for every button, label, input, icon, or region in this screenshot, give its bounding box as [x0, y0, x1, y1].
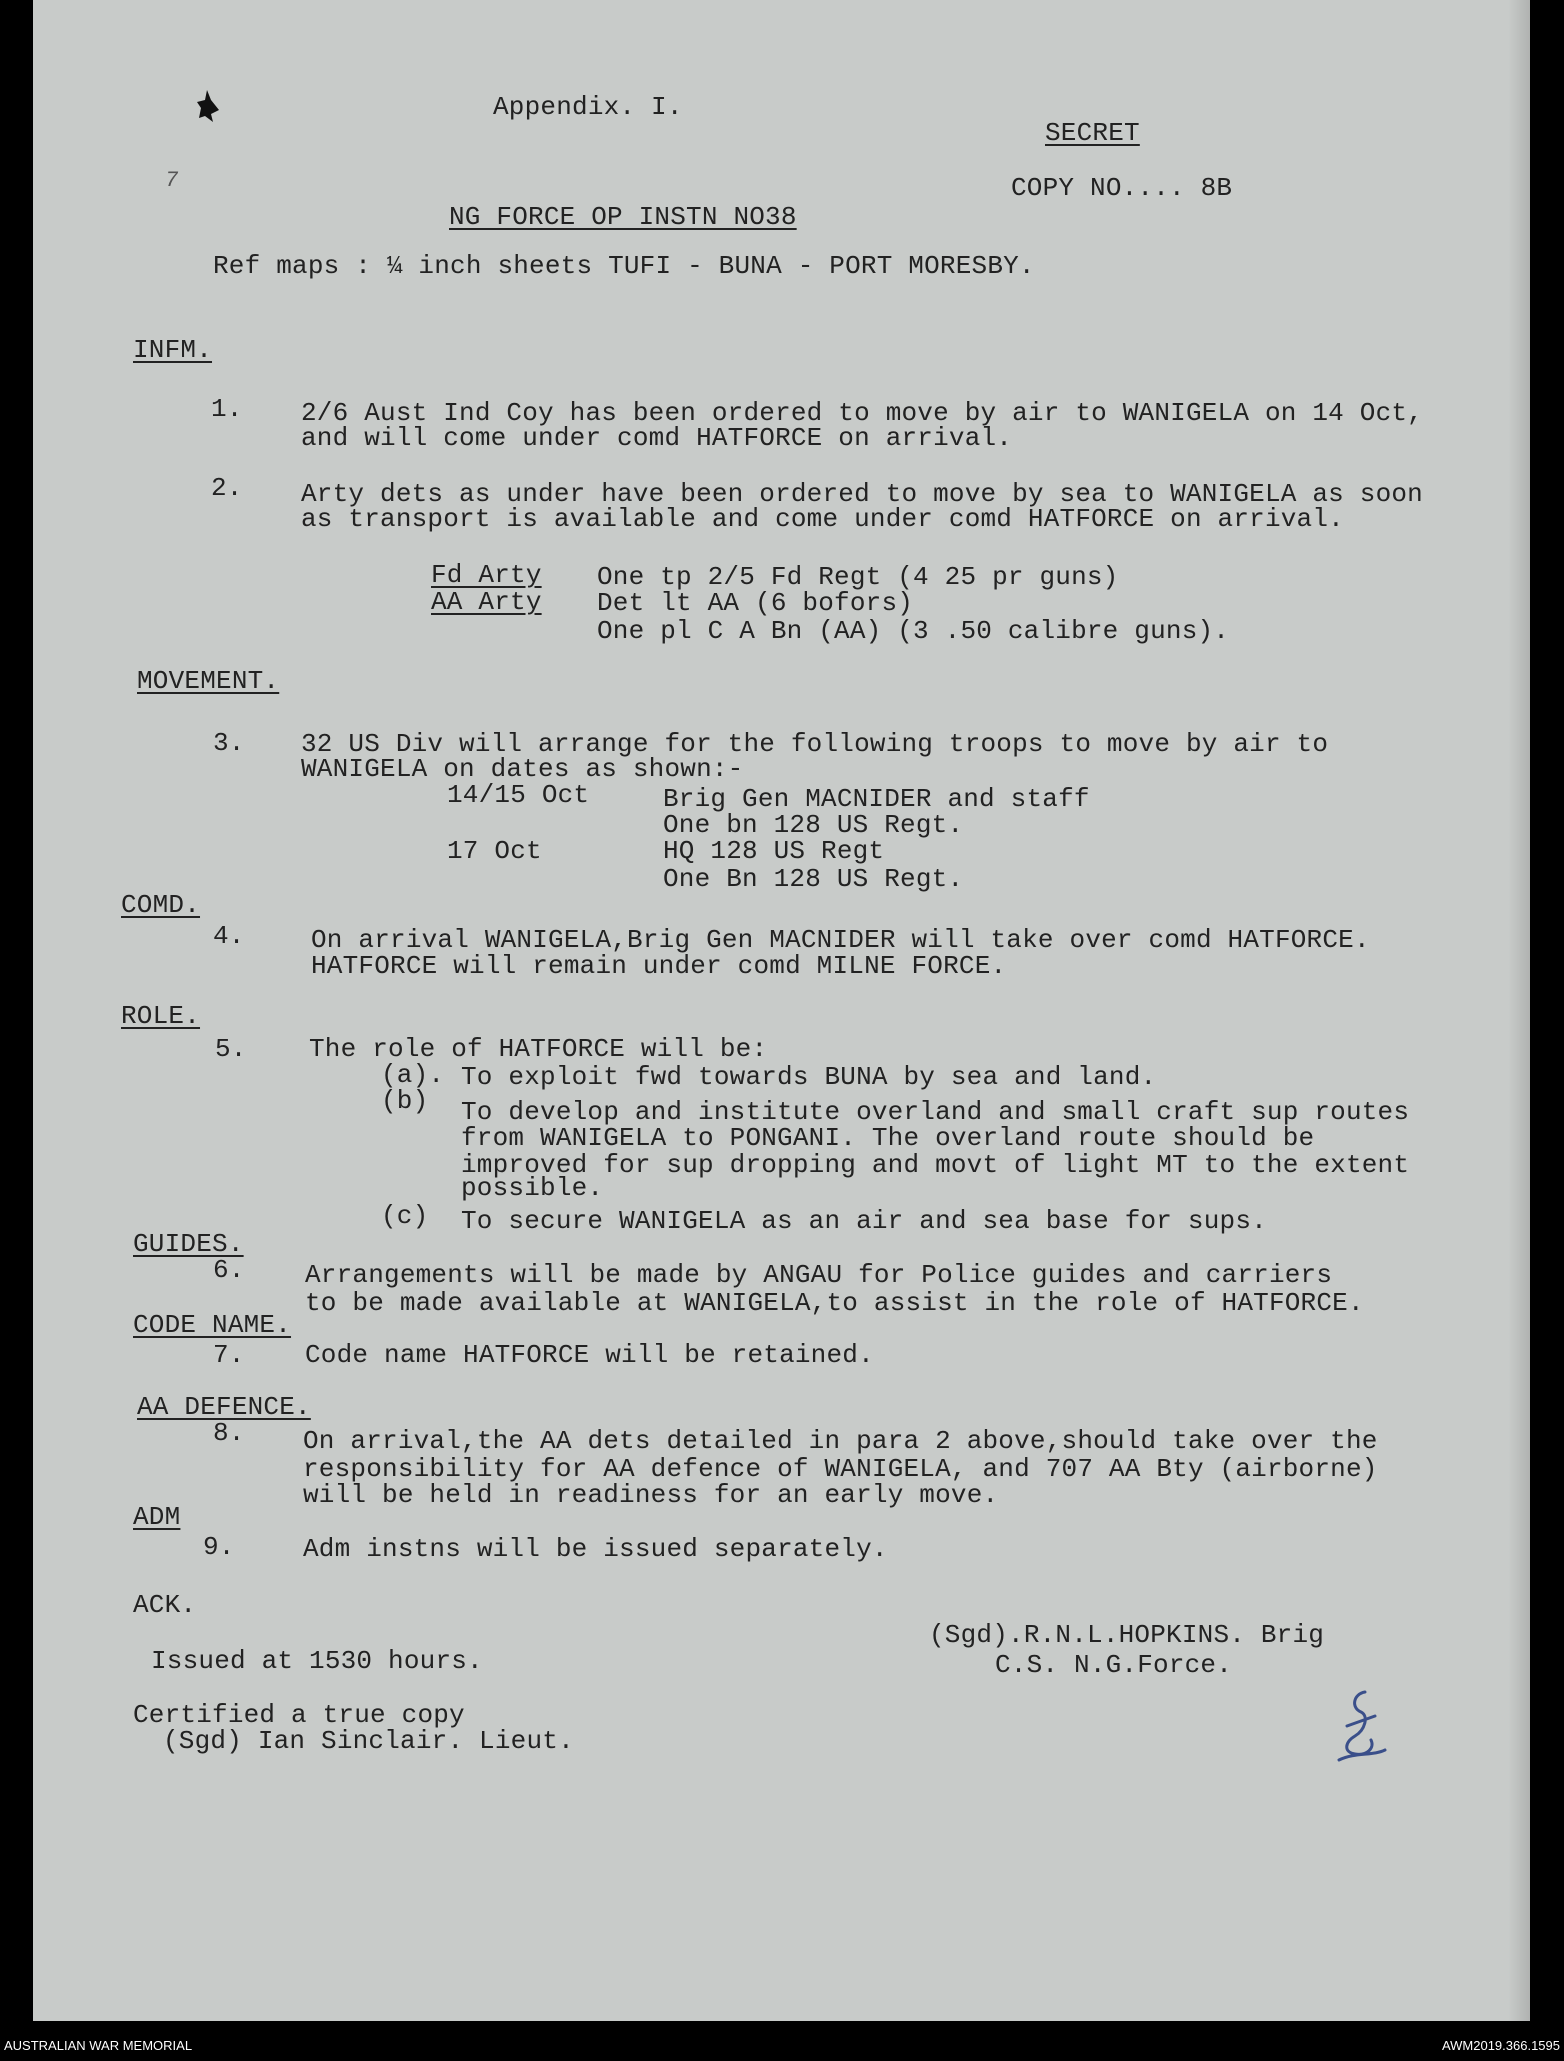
para-6-number: 6. [213, 1255, 245, 1285]
section-heading-role: ROLE. [121, 1001, 201, 1031]
issued-time: Issued at 1530 hours. [151, 1646, 483, 1676]
para-4-line-2: HATFORCE will remain under comd MILNE FORCE. [311, 951, 1007, 981]
para-3-line-2: WANIGELA on dates as shown:- [301, 754, 744, 784]
para-6-line-1: Arrangements will be made by ANGAU for Police guides and carriers [305, 1260, 1333, 1290]
para-3-number: 3. [213, 728, 245, 758]
role-b-line-2: from WANIGELA to PONGANI. The overland route should be [461, 1123, 1315, 1153]
role-c-label: (c) [381, 1201, 429, 1231]
section-heading-adm: ADM [133, 1502, 181, 1532]
copy-number: COPY NO.... 8B [1011, 173, 1233, 203]
schedule-item-1a: Brig Gen MACNIDER and staff [663, 784, 1090, 814]
arty-item-2: Det lt AA (6 bofors) [597, 588, 914, 618]
role-c-text: To secure WANIGELA as an air and sea base for sups. [461, 1206, 1267, 1236]
para-9-number: 9. [203, 1532, 235, 1562]
para-1-line-2: and will come under comd HATFORCE on arrival. [301, 423, 1013, 453]
schedule-date-2: 17 Oct [447, 836, 542, 866]
arty-label-fd: Fd Arty [431, 560, 542, 590]
page-edge-shade [1508, 0, 1530, 2021]
classification-label: SECRET [1045, 118, 1140, 148]
para-9-text: Adm instns will be issued separately. [303, 1534, 888, 1564]
para-2-number: 2. [211, 473, 243, 503]
handwritten-initials-mark [1325, 1686, 1395, 1766]
para-1-number: 1. [211, 394, 243, 424]
para-1-line-1: 2/6 Aust Ind Coy has been ordered to move by air to WANIGELA on 14 Oct, [301, 398, 1423, 428]
footer-left: AUSTRALIAN WAR MEMORIAL [4, 2038, 193, 2053]
section-heading-aa-defence: AA DEFENCE. [137, 1392, 311, 1422]
section-heading-infm: INFM. [133, 335, 213, 365]
role-a-text: To exploit fwd towards BUNA by sea and land. [461, 1062, 1157, 1092]
schedule-item-1b: One bn 128 US Regt. [663, 810, 964, 840]
ref-maps-line: Ref maps : ¼ inch sheets TUFI - BUNA - PORT MORESBY. [213, 251, 1035, 281]
para-5-number: 5. [215, 1034, 247, 1064]
para-8-line-1: On arrival,the AA dets detailed in para 2 above,should take over the [303, 1426, 1378, 1456]
ink-blot-mark [193, 88, 223, 124]
schedule-item-2a: HQ 128 US Regt [663, 836, 885, 866]
certified-line: Certified a true copy [133, 1700, 465, 1730]
para-5-intro: The role of HATFORCE will be: [309, 1034, 768, 1064]
para-6-line-2: to be made available at WANIGELA,to assist in the role of HATFORCE. [305, 1288, 1364, 1318]
section-heading-movement: MOVEMENT. [137, 666, 280, 696]
para-8-line-3: will be held in readiness for an early move. [303, 1480, 999, 1510]
schedule-date-1: 14/15 Oct [447, 780, 590, 810]
arty-item-3: One pl C A Bn (AA) (3 .50 calibre guns). [597, 616, 1230, 646]
footer-right: AWM2019.366.1595 [1441, 2038, 1560, 2053]
section-heading-code-name: CODE NAME. [133, 1310, 292, 1340]
para-2-line-2: as transport is available and come under comd HATFORCE on arrival. [301, 504, 1344, 534]
para-7-number: 7. [213, 1340, 245, 1370]
document-title: NG FORCE OP INSTN NO38 [449, 202, 797, 232]
para-7-text: Code name HATFORCE will be retained. [305, 1340, 874, 1370]
role-b-line-4: possible. [461, 1173, 604, 1203]
certified-signature: (Sgd) Ian Sinclair. Lieut. [163, 1726, 574, 1756]
appendix-label: Appendix. I. [493, 92, 683, 122]
ack-label: ACK. [133, 1590, 197, 1620]
para-4-number: 4. [213, 921, 245, 951]
para-3-line-1: 32 US Div will arrange for the following troops to move by air to [301, 729, 1329, 759]
role-b-label: (b) [381, 1086, 429, 1116]
para-4-line-1: On arrival WANIGELA,Brig Gen MACNIDER will take over comd HATFORCE. [311, 925, 1370, 955]
arty-item-1: One tp 2/5 Fd Regt (4 25 pr guns) [597, 562, 1119, 592]
para-8-line-2: responsibility for AA defence of WANIGELA, and 707 AA Bty (airborne) [303, 1454, 1378, 1484]
schedule-item-2b: One Bn 128 US Regt. [663, 864, 964, 894]
section-heading-comd: COMD. [121, 890, 201, 920]
signature-line-2: C.S. N.G.Force. [995, 1650, 1233, 1680]
para-8-number: 8. [213, 1418, 245, 1448]
section-heading-guides: GUIDES. [133, 1229, 244, 1259]
margin-mark: 7 [165, 168, 179, 193]
para-2-line-1: Arty dets as under have been ordered to move by sea to WANIGELA as soon [301, 479, 1423, 509]
role-b-line-3: improved for sup dropping and movt of light MT to the extent [461, 1150, 1410, 1180]
signature-line-1: (Sgd).R.N.L.HOPKINS. Brig [929, 1620, 1325, 1650]
role-a-label: (a). [381, 1060, 445, 1090]
document-page [33, 0, 1530, 2021]
arty-label-aa: AA Arty [431, 587, 542, 617]
role-b-line-1: To develop and institute overland and small craft sup routes [461, 1097, 1410, 1127]
